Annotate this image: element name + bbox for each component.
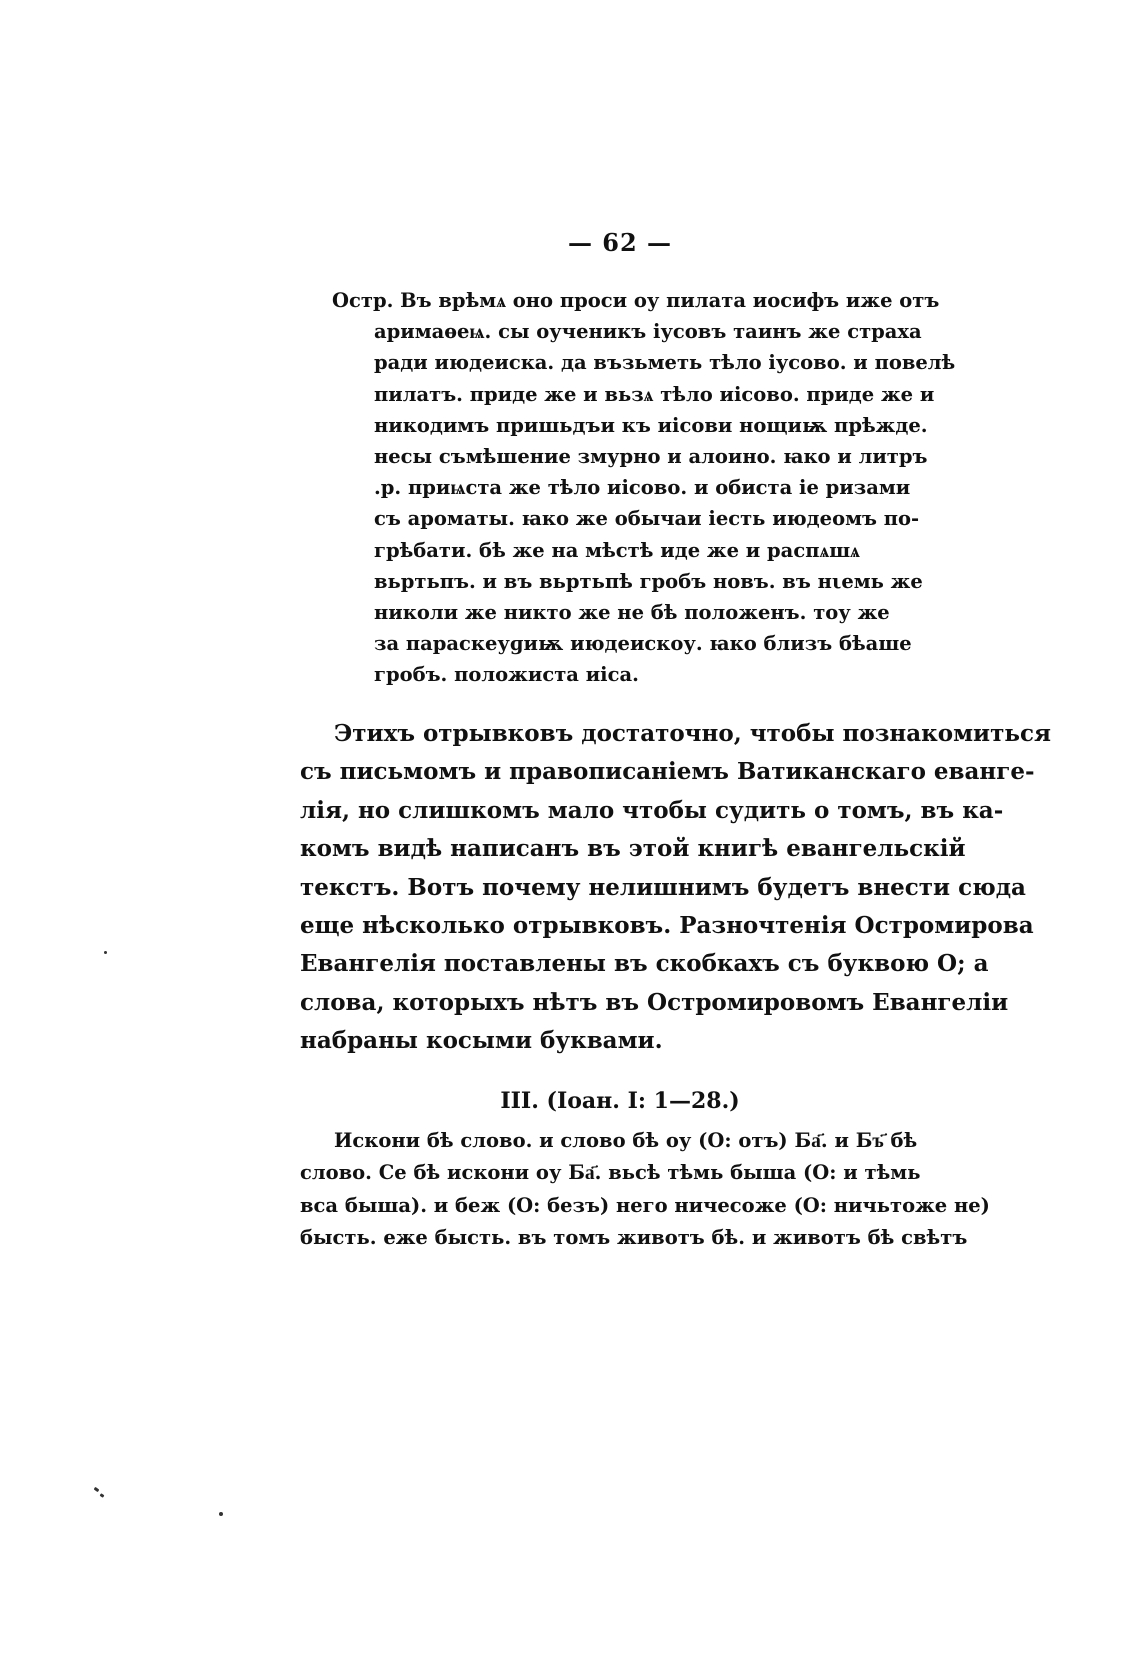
scan-speck xyxy=(100,1493,105,1498)
scan-speck xyxy=(104,951,107,954)
quote-line: несы съмѣшение змурно и алоино. ꙗко и литръ xyxy=(374,445,928,469)
paragraph-line: съ письмомъ и правописаніемъ Ватиканскаго еванге- xyxy=(300,758,1035,786)
quote-line: ради июдеиска. да възьметь тѣло іусово. и повелѣ xyxy=(374,351,956,375)
section-heading: III. (Іоан. I: 1—28.) xyxy=(500,1088,740,1114)
quote-line: пилатъ. приде же и вьзѧ тѣло иісово. приде же и xyxy=(374,382,935,406)
paragraph-line: еще нѣсколько отрывковъ. Разночтенія Остромирова xyxy=(300,912,1034,940)
quote-line: за параскеуɡиѭ июдеискоу. ꙗко близъ бѣаше xyxy=(374,632,912,656)
gospel-line: бысть. еже бысть. въ томъ животъ бѣ. и животъ бѣ свѣтъ xyxy=(300,1226,968,1250)
scan-speck xyxy=(94,1487,100,1492)
gospel-line: Искони бѣ слово. и слово бѣ оу (О: отъ) Ба҃. и Бъ҃ бѣ xyxy=(334,1129,918,1152)
quote-line: вьртьпъ. и въ вьртьпѣ гробъ новъ. въ нιемь же xyxy=(374,569,923,593)
quote-line: гробъ. положиста иіса. xyxy=(374,663,639,687)
gospel-text-block xyxy=(300,1125,990,1255)
quote-line: .р. приѩста же тѣло иісово. и обиста іе ризами xyxy=(374,476,911,500)
paragraph-line: текстъ. Вотъ почему нелишнимъ будетъ внести сюда xyxy=(300,873,1026,901)
paragraph-line: комъ видѣ написанъ въ этой книгѣ евангельскій xyxy=(300,835,966,863)
quote-line: аримаѳеѩ. сы оученикъ іусовъ таинъ же страха xyxy=(374,320,922,344)
gospel-line: слово. Се бѣ искони оу Ба҃. вьсѣ тѣмь быша (О: и тѣмь xyxy=(300,1161,921,1185)
paragraph-line: Этихъ отрывковъ достаточно, чтобы познакомиться xyxy=(334,720,1051,747)
main-paragraph xyxy=(300,715,1051,1061)
quote-line: никодимъ пришьдъи къ иісови нощиѭ прѣжде. xyxy=(374,413,928,437)
quote-line: съ ароматы. ꙗко же обычаи іесть июдеомъ по- xyxy=(374,507,920,531)
paragraph-line: набраны косыми буквами. xyxy=(300,1027,663,1055)
ostromir-quote-block xyxy=(332,285,956,691)
paragraph-line: Евангелія поставлены въ скобкахъ съ буквою О; а xyxy=(300,950,989,978)
scan-speck xyxy=(219,1512,223,1516)
paragraph-line: лія, но слишкомъ мало чтобы судить о томъ, въ ка- xyxy=(300,796,1004,824)
quote-line: николи же никто же не бѣ положенъ. тоу же xyxy=(374,601,890,625)
quote-line: Остр. Въ врѣмѧ оно проси оу пилата иосифъ иже отъ xyxy=(332,289,940,312)
paragraph-line: слова, которыхъ нѣтъ въ Остромировомъ Евангеліи xyxy=(300,988,1009,1016)
quote-line: грѣбати. бѣ же на мѣстѣ иде же и распѧшѧ xyxy=(374,538,860,562)
page-number: — 62 — xyxy=(567,228,673,257)
gospel-line: вса быша). и беж (О: безъ) него ничесоже (О: ничьтоже не) xyxy=(300,1193,990,1217)
